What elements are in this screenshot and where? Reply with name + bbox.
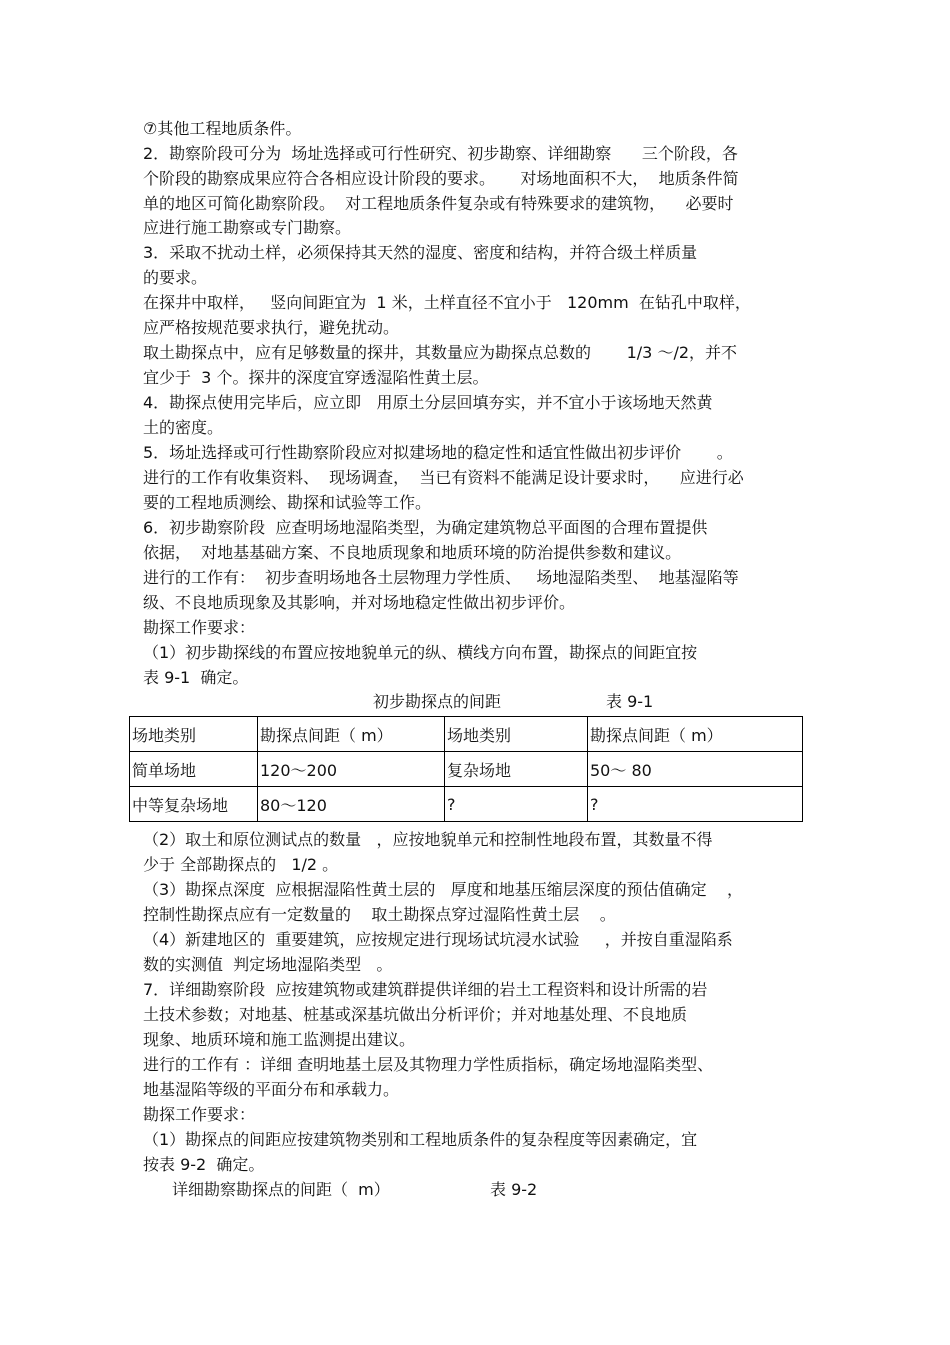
text-line: 5．场址选择或可行性勘察阶段应对拟建场地的稳定性和适宜性做出初步评价 。 (143, 443, 733, 462)
table-cell: ? (445, 787, 588, 822)
table-row (130, 717, 803, 752)
text-line: 7．详细勘察阶段 应按建筑物或建筑群提供详细的岩土工程资料和设计所需的岩 (143, 980, 708, 999)
text-line: 4．勘探点使用完毕后，应立即 用原土分层回填夯实，并不宜小于该场地天然黄 (143, 393, 713, 412)
text-line: 表 9-1 确定。 (143, 668, 249, 687)
text-line: 依据， 对地基基础方案、不良地质现象和地质环境的防治提供参数和建议。 (143, 543, 682, 562)
table-cell: 场地类别 (130, 717, 258, 752)
table-cell: 50～ 80 (588, 752, 803, 787)
table-cell: 120～200 (258, 752, 445, 787)
table-cell: 勘探点间距（ m） (588, 717, 803, 752)
table-row (130, 752, 803, 787)
table-cell: 80～120 (258, 787, 445, 822)
text-line: 少于 全部勘探点的 1/2 。 (143, 855, 339, 874)
table-cell: 中等复杂场地 (130, 787, 258, 822)
table-caption: 初步勘探点的间距 (373, 692, 502, 711)
table-caption: 详细勘察勘探点的间距（ m） (172, 1180, 390, 1199)
text-line: 单的地区可简化勘察阶段。 对工程地质条件复杂或有特殊要求的建筑物， 必要时 (143, 194, 734, 213)
text-line: 勘探工作要求： (143, 1105, 256, 1124)
text-line: 宜少于 3 个。探井的深度宜穿透湿陷性黄土层。 (143, 368, 489, 387)
text-line: 6．初步勘察阶段 应查明场地湿陷类型，为确定建筑物总平面图的合理布置提供 (143, 518, 708, 537)
spacing-table (129, 716, 803, 822)
table-row (130, 787, 803, 822)
text-line: （2）取土和原位测试点的数量 ，应按地貌单元和控制性地段布置，其数量不得 (143, 830, 713, 849)
text-line: 进行的工作有收集资料、 现场调查， 当已有资料不能满足设计要求时， 应进行必 (143, 468, 744, 487)
table-cell: 场地类别 (445, 717, 588, 752)
text-line: 现象、地质环境和施工监测提出建议。 (143, 1030, 416, 1049)
text-line: 勘探工作要求： (143, 618, 256, 637)
text-line: 的要求。 (143, 268, 208, 287)
text-line: 在探井中取样， 竖向间距宜为 1 米，土样直径不宜小于 120mm 在钻孔中取样， (143, 293, 751, 312)
table-cell: 复杂场地 (445, 752, 588, 787)
text-line: （1）勘探点的间距应按建筑物类别和工程地质条件的复杂程度等因素确定，宜 (143, 1130, 698, 1149)
text-line: （4）新建地区的 重要建筑，应按规定进行现场试坑浸水试验 ，并按自重湿陷系 (143, 930, 733, 949)
text-line: 取土勘探点中，应有足够数量的探井，其数量应为勘探点总数的 1/3 ～/2，并不 (143, 343, 738, 362)
text-line: 控制性勘探点应有一定数量的 取土勘探点穿过湿陷性黄土层 。 (143, 905, 616, 924)
text-line: 按表 9-2 确定。 (143, 1155, 265, 1174)
text-line: 进行的工作有： 初步查明场地各土层物理力学性质、 场地湿陷类型、 地基湿陷等 (143, 568, 739, 587)
table-number: 表 9-1 (606, 692, 654, 711)
text-line: 土技术参数；对地基、桩基或深基坑做出分析评价；并对地基处理、不良地质 (143, 1005, 688, 1024)
text-line: （1）初步勘探线的布置应按地貌单元的纵、横线方向布置，勘探点的间距宜按 (143, 643, 698, 662)
text-line: ⑦其他工程地质条件。 (143, 119, 302, 138)
text-line: 级、不良地质现象及其影响，并对场地稳定性做出初步评价。 (143, 593, 576, 612)
text-line: 应严格按规范要求执行，避免扰动。 (143, 318, 400, 337)
text-line: 地基湿陷等级的平面分布和承载力。 (143, 1080, 400, 1099)
text-line: 数的实测值 判定场地湿陷类型 。 (143, 955, 393, 974)
table-number: 表 9-2 (490, 1180, 538, 1199)
text-line: 要的工程地质测绘、勘探和试验等工作。 (143, 493, 432, 512)
table-cell: 勘探点间距（ m） (258, 717, 445, 752)
text-line: 个阶段的勘察成果应符合各相应设计阶段的要求。 对场地面积不大， 地质条件简 (143, 169, 739, 188)
table-cell: ? (588, 787, 803, 822)
table-cell: 简单场地 (130, 752, 258, 787)
text-line: 进行的工作有 ：详细 查明地基土层及其物理力学性质指标，确定场地湿陷类型、 (143, 1055, 714, 1074)
text-line: 3．采取不扰动土样，必须保持其天然的湿度、密度和结构，并符合级土样质量 (143, 243, 698, 262)
text-line: 应进行施工勘察或专门勘察。 (143, 218, 352, 237)
text-line: 2．勘察阶段可分为 场址选择或可行性研究、初步勘察、详细勘察 三个阶段，各 (143, 144, 738, 163)
text-line: （3）勘探点深度 应根据湿陷性黄土层的 厚度和地基压缩层深度的预估值确定 ， (143, 880, 743, 899)
text-line: 土的密度。 (143, 418, 224, 437)
